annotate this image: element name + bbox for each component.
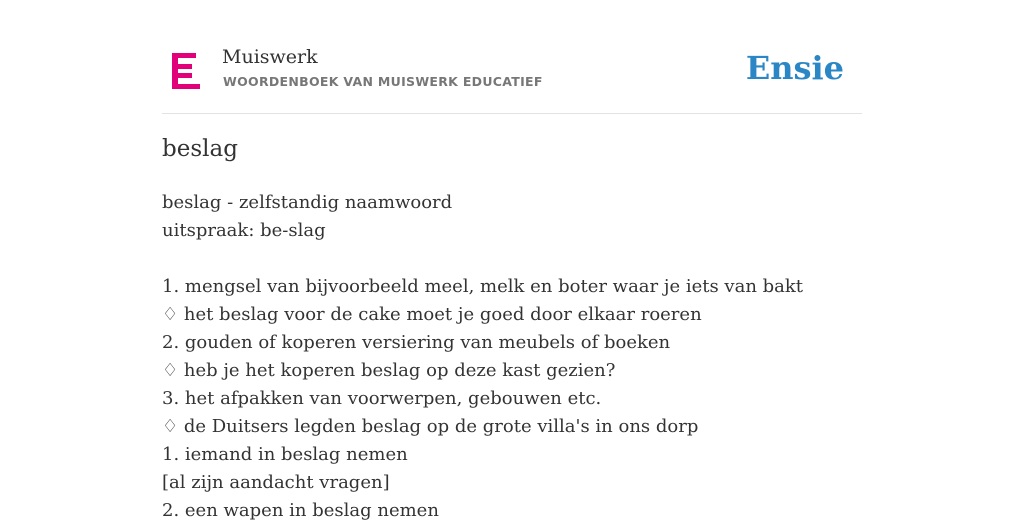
entry-line: ♢ de Duitsers legden beslag op de grote villa's in ons dorp [162,416,699,437]
ensie-logo[interactable]: Ensie [745,49,844,87]
muiswerk-e-icon[interactable] [172,53,200,89]
entry-line: uitspraak: be-slag [162,220,326,241]
entry-line: 2. gouden of koperen versiering van meubels of boeken [162,332,671,353]
entry-line: [al zijn aandacht vragen] [162,472,390,493]
brand-name[interactable]: Muiswerk [222,46,318,68]
entry-line: 3. het afpakken van voorwerpen, gebouwen etc. [162,388,602,409]
entry-line: ♢ heb je het koperen beslag op deze kast gezien? [162,360,616,381]
entry-line: 1. iemand in beslag nemen [162,444,408,465]
brand-subtitle: WOORDENBOEK VAN MUISWERK EDUCATIEF [223,74,543,89]
header [162,40,862,114]
entry-line: ♢ het beslag voor de cake moet je goed door elkaar roeren [162,304,702,325]
entry-line [162,245,862,273]
entry-line: 2. een wapen in beslag nemen [162,500,439,521]
entry-title: beslag [162,136,238,162]
entry-body [162,189,862,525]
entry-line: 1. mengsel van bijvoorbeeld meel, melk en boter waar je iets van bakt [162,276,804,297]
entry-line: beslag - zelfstandig naamwoord [162,192,453,213]
